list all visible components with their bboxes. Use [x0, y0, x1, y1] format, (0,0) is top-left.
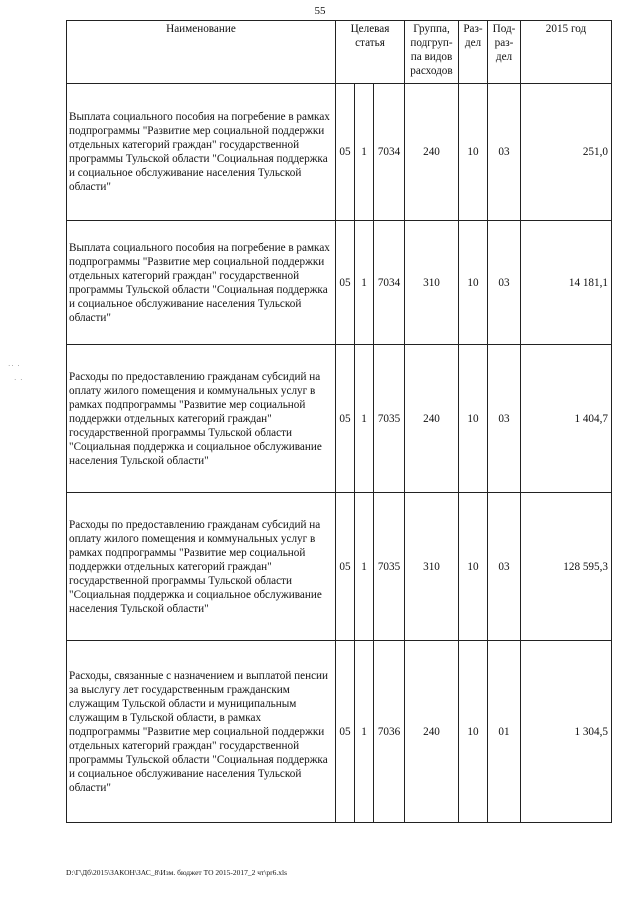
header-section: Раз-дел [459, 21, 488, 84]
header-expense-group: Группа, подгруп-па видов расходов [405, 21, 459, 84]
header-target-article: Целевая статья [336, 21, 405, 84]
row-target-subprogram: 1 [355, 345, 374, 493]
header-subsection: Под-раз-дел [488, 21, 521, 84]
row-expense-group: 310 [405, 221, 459, 345]
row-target-subprogram: 1 [355, 493, 374, 641]
table-header-row [67, 21, 612, 84]
row-name: Выплата социального пособия на погребение в рамках подпрограммы "Развитие мер социальной поддержки отдельных категорий граждан" государственной программы Тульской области "Социальная поддержка и социальное обслуживание населения Тульской области" [67, 221, 336, 345]
row-target-program: 05 [336, 345, 355, 493]
row-amount: 251,0 [521, 84, 612, 221]
row-section: 10 [459, 345, 488, 493]
page-number: 55 [314, 5, 326, 17]
row-amount: 1 304,5 [521, 641, 612, 823]
row-target-program: 05 [336, 641, 355, 823]
row-target-subprogram: 1 [355, 641, 374, 823]
row-subsection: 03 [488, 221, 521, 345]
row-target-code: 7034 [374, 221, 405, 345]
row-target-code: 7036 [374, 641, 405, 823]
row-target-program: 05 [336, 493, 355, 641]
row-expense-group: 310 [405, 493, 459, 641]
row-target-code: 7035 [374, 493, 405, 641]
row-expense-group: 240 [405, 345, 459, 493]
row-target-program: 05 [336, 84, 355, 221]
row-target-program: 05 [336, 221, 355, 345]
row-section: 10 [459, 221, 488, 345]
row-amount: 128 595,3 [521, 493, 612, 641]
row-target-subprogram: 1 [355, 84, 374, 221]
table-row [67, 641, 612, 823]
row-target-code: 7035 [374, 345, 405, 493]
row-amount: 14 181,1 [521, 221, 612, 345]
row-section: 10 [459, 641, 488, 823]
header-name: Наименование [67, 21, 336, 84]
header-year-2015: 2015 год [521, 21, 612, 84]
row-expense-group: 240 [405, 641, 459, 823]
footer-file-path: D:\Г\Дб\2015\ЗАКОН\ЗАС_8\Изм. бюджет ТО 2015-2017_2 чт\pr6.xls [66, 868, 287, 877]
table-row [67, 345, 612, 493]
table-row [67, 493, 612, 641]
row-expense-group: 240 [405, 84, 459, 221]
row-subsection: 03 [488, 345, 521, 493]
row-subsection: 03 [488, 84, 521, 221]
row-section: 10 [459, 84, 488, 221]
row-name: Расходы по предоставлению гражданам субсидий на оплату жилого помещения и коммунальных услуг в рамках подпрограммы "Развитие мер социальной поддержки отдельных категорий граждан" государственной программы Тульской области "Социальная поддержка и социальное обслуживание населения Тульской области" [67, 345, 336, 493]
row-name: Расходы, связанные с назначением и выплатой пенсии за выслугу лет государственным гражданским служащим Тульской области и муниципальным служащим в Тульской области, в рамках подпрограммы "Развитие мер социальной поддержки отдельных категорий граждан" государственной программы Тульской области "Социальная поддержка и социальное обслуживание населения Тульской области" [67, 641, 336, 823]
row-target-subprogram: 1 [355, 221, 374, 345]
margin-mark: ·· · [8, 362, 21, 370]
row-section: 10 [459, 493, 488, 641]
row-subsection: 01 [488, 641, 521, 823]
row-amount: 1 404,7 [521, 345, 612, 493]
row-name: Расходы по предоставлению гражданам субсидий на оплату жилого помещения и коммунальных услуг в рамках подпрограммы "Развитие мер социальной поддержки отдельных категорий граждан" государственной программы Тульской области "Социальная поддержка и социальное обслуживание населения Тульской области" [67, 493, 336, 641]
table-row [67, 221, 612, 345]
row-target-code: 7034 [374, 84, 405, 221]
row-subsection: 03 [488, 493, 521, 641]
table-row [67, 84, 612, 221]
budget-table [66, 20, 612, 823]
row-name: Выплата социального пособия на погребение в рамках подпрограммы "Развитие мер социальной поддержки отдельных категорий граждан" государственной программы Тульской области "Социальная поддержка и социальное обслуживание населения Тульской области" [67, 84, 336, 221]
margin-mark: · · [14, 376, 24, 384]
